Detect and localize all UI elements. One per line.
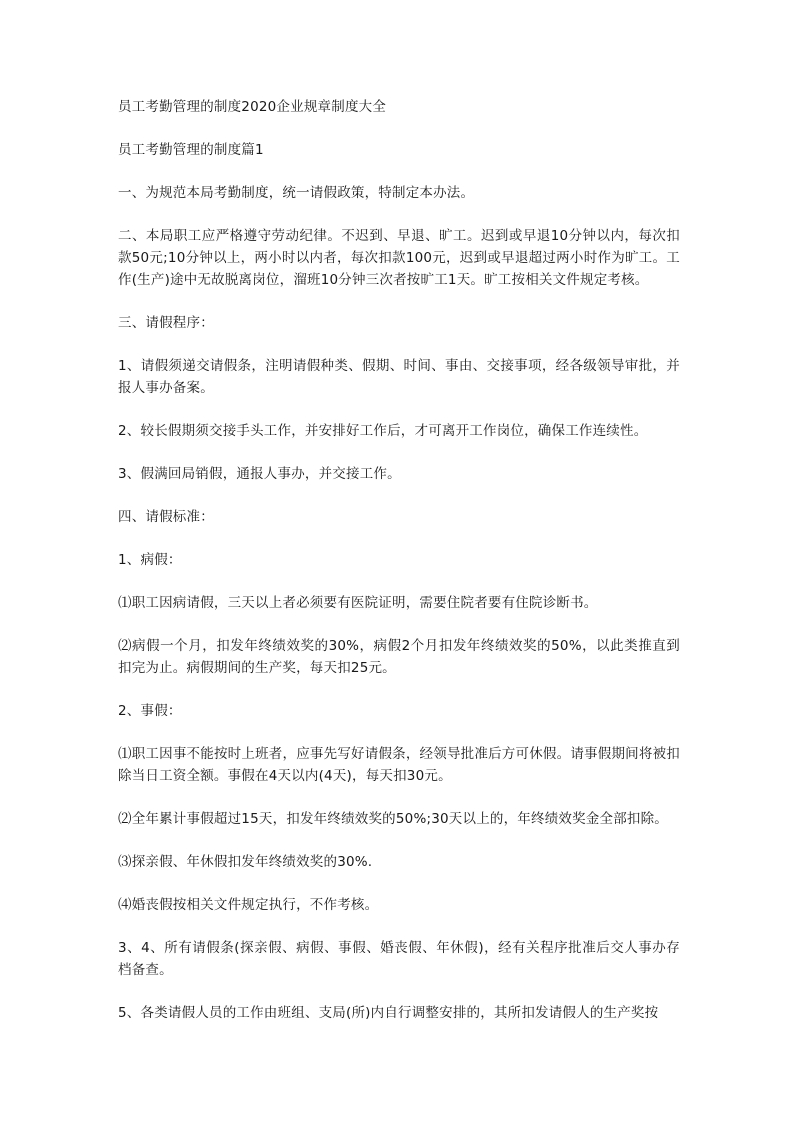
paragraph: 5、各类请假人员的工作由班组、支局(所)内自行调整安排的，其所扣发请假人的生产奖按 (118, 1005, 659, 1021)
paragraph: 2、事假： (118, 703, 182, 719)
paragraph: ⑵全年累计事假超过15天，扣发年终绩效奖的50%;30天以上的，年终绩效奖金全部扣除。 (118, 811, 669, 827)
paragraph: 3、4、所有请假条(探亲假、病假、事假、婚丧假、年休假)，经有关程序批准后交人事办存档备查。 (118, 940, 680, 978)
document-page (118, 96, 680, 1045)
paragraph: ⑶探亲假、年休假扣发年终绩效奖的30%. (118, 854, 373, 870)
paragraph: 四、请假标准： (118, 509, 214, 525)
paragraph: 二、本局职工应严格遵守劳动纪律。不迟到、早退、旷工。迟到或早退10分钟以内，每次扣款50元;10分钟以上，两小时以内者，每次扣款100元，迟到或早退超过两小时作为旷工。工作(生产)途中无故脱离岗位，溜班10分钟三次者按旷工1天。旷工按相关文件规定考核。 (118, 228, 680, 288)
paragraph: 1、请假须递交请假条，注明请假种类、假期、时间、事由、交接事项，经各级领导审批，并报人事办备案。 (118, 358, 680, 396)
paragraph: ⑷婚丧假按相关文件规定执行，不作考核。 (118, 897, 379, 913)
paragraph: 1、病假： (118, 552, 182, 568)
paragraph: 三、请假程序： (118, 315, 214, 331)
section-heading: 员工考勤管理的制度篇1 (118, 142, 264, 158)
document-title: 员工考勤管理的制度2020企业规章制度大全 (118, 99, 387, 115)
paragraph: 3、假满回局销假，通报人事办，并交接工作。 (118, 466, 401, 482)
paragraph: 2、较长假期须交接手头工作，并安排好工作后，才可离开工作岗位，确保工作连续性。 (118, 423, 648, 439)
paragraph: ⑴职工因病请假，三天以上者必须要有医院证明，需要住院者要有住院诊断书。 (118, 595, 598, 611)
paragraph: ⑴职工因事不能按时上班者，应事先写好请假条，经领导批准后方可休假。请事假期间将被扣除当日工资全额。事假在4天以内(4天)，每天扣30元。 (118, 746, 680, 784)
paragraph: 一、为规范本局考勤制度，统一请假政策，特制定本办法。 (118, 185, 475, 201)
paragraph: ⑵病假一个月，扣发年终绩效奖的30%，病假2个月扣发年终绩效奖的50%，以此类推直到扣完为止。病假期间的生产奖，每天扣25元。 (118, 638, 680, 676)
